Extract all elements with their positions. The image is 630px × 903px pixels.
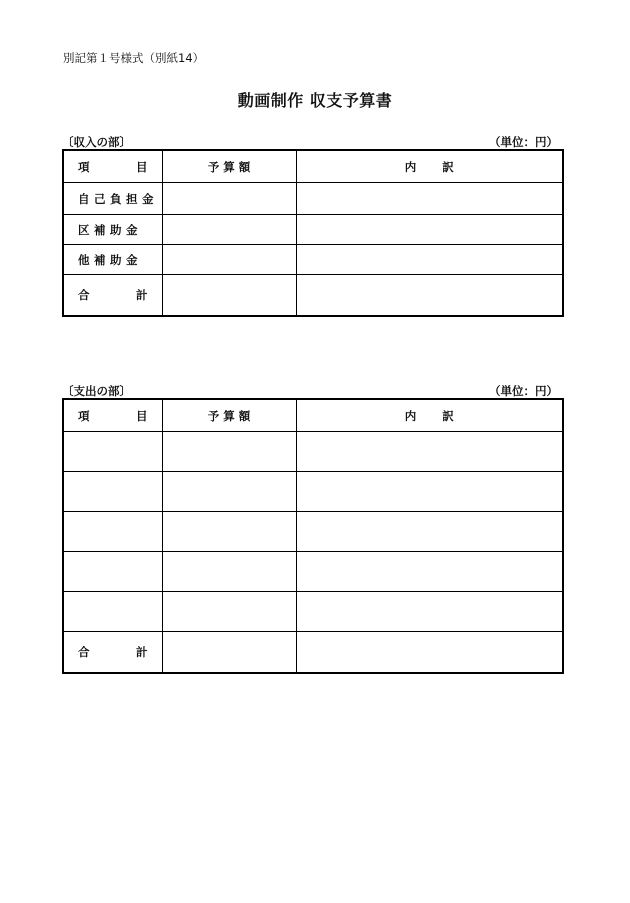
page-title: 動画制作 収支予算書: [237, 91, 393, 110]
expense-total-budget-cell[interactable]: [162, 632, 296, 673]
expense-item-cell[interactable]: [63, 512, 162, 552]
expense-budget-cell[interactable]: [162, 552, 296, 592]
income-unit-label: （単位：円）: [489, 135, 558, 149]
header-detail-char-2: 訳: [442, 408, 454, 423]
expense-detail-cell[interactable]: [296, 592, 563, 632]
total-char-2: 計: [136, 644, 148, 659]
expense-total-label: [63, 632, 162, 673]
income-table: [62, 149, 564, 317]
expense-row: [63, 592, 563, 632]
expense-budget-cell[interactable]: [162, 432, 296, 472]
income-detail-cell[interactable]: [296, 245, 563, 275]
header-item-char-2: 目: [136, 159, 148, 174]
total-char-1: 合: [78, 644, 90, 659]
income-total-label: [63, 275, 162, 316]
income-total-detail-cell[interactable]: [296, 275, 563, 316]
expense-detail-cell[interactable]: [296, 472, 563, 512]
income-header-item: [63, 150, 162, 183]
income-detail-cell[interactable]: [296, 183, 563, 215]
income-section-label: 〔収入の部〕: [62, 135, 131, 149]
income-header-budget: [162, 150, 296, 183]
header-budget-label: 予算額: [207, 159, 255, 174]
header-budget-label: 予算額: [207, 408, 255, 423]
expense-detail-cell[interactable]: [296, 512, 563, 552]
expense-row: [63, 512, 563, 552]
income-budget-cell[interactable]: [162, 215, 296, 245]
expense-header-item: [63, 399, 162, 432]
expense-item-cell[interactable]: [63, 432, 162, 472]
expense-table: [62, 398, 564, 674]
header-detail-char-1: 内: [404, 159, 417, 174]
income-row-label: 他補助金: [63, 245, 162, 275]
expense-total-detail-cell[interactable]: [296, 632, 563, 673]
header-detail-char-1: 内: [404, 408, 417, 423]
form-number-note: 別記第１号様式（別紙14）: [63, 51, 205, 65]
total-char-1: 合: [78, 287, 90, 302]
expense-detail-cell[interactable]: [296, 552, 563, 592]
header-detail-char-2: 訳: [442, 159, 454, 174]
expense-unit-label: （単位：円）: [489, 384, 558, 398]
expense-detail-cell[interactable]: [296, 432, 563, 472]
expense-total-row: [63, 632, 563, 673]
income-budget-cell[interactable]: [162, 183, 296, 215]
income-row-label: 区補助金: [63, 215, 162, 245]
header-item-char-2: 目: [136, 408, 148, 423]
income-row-label: 自己負担金: [63, 183, 162, 215]
expense-item-cell[interactable]: [63, 552, 162, 592]
expense-section-header: [62, 383, 564, 399]
income-detail-cell[interactable]: [296, 215, 563, 245]
expense-row: [63, 552, 563, 592]
expense-section-label: 〔支出の部〕: [62, 384, 131, 398]
expense-header-budget: [162, 399, 296, 432]
expense-budget-cell[interactable]: [162, 472, 296, 512]
header-item-char-1: 項: [78, 159, 90, 174]
expense-item-cell[interactable]: [63, 592, 162, 632]
income-total-budget-cell[interactable]: [162, 275, 296, 316]
income-row: [63, 183, 563, 215]
income-row: [63, 215, 563, 245]
expense-header-detail: [296, 399, 563, 432]
expense-row: [63, 432, 563, 472]
header-item-char-1: 項: [78, 408, 90, 423]
expense-item-cell[interactable]: [63, 472, 162, 512]
total-char-2: 計: [136, 287, 148, 302]
income-header-detail: [296, 150, 563, 183]
income-total-row: [63, 275, 563, 316]
expense-row: [63, 472, 563, 512]
income-row: [63, 245, 563, 275]
income-section-header: [62, 134, 564, 150]
expense-budget-cell[interactable]: [162, 592, 296, 632]
expense-budget-cell[interactable]: [162, 512, 296, 552]
income-budget-cell[interactable]: [162, 245, 296, 275]
